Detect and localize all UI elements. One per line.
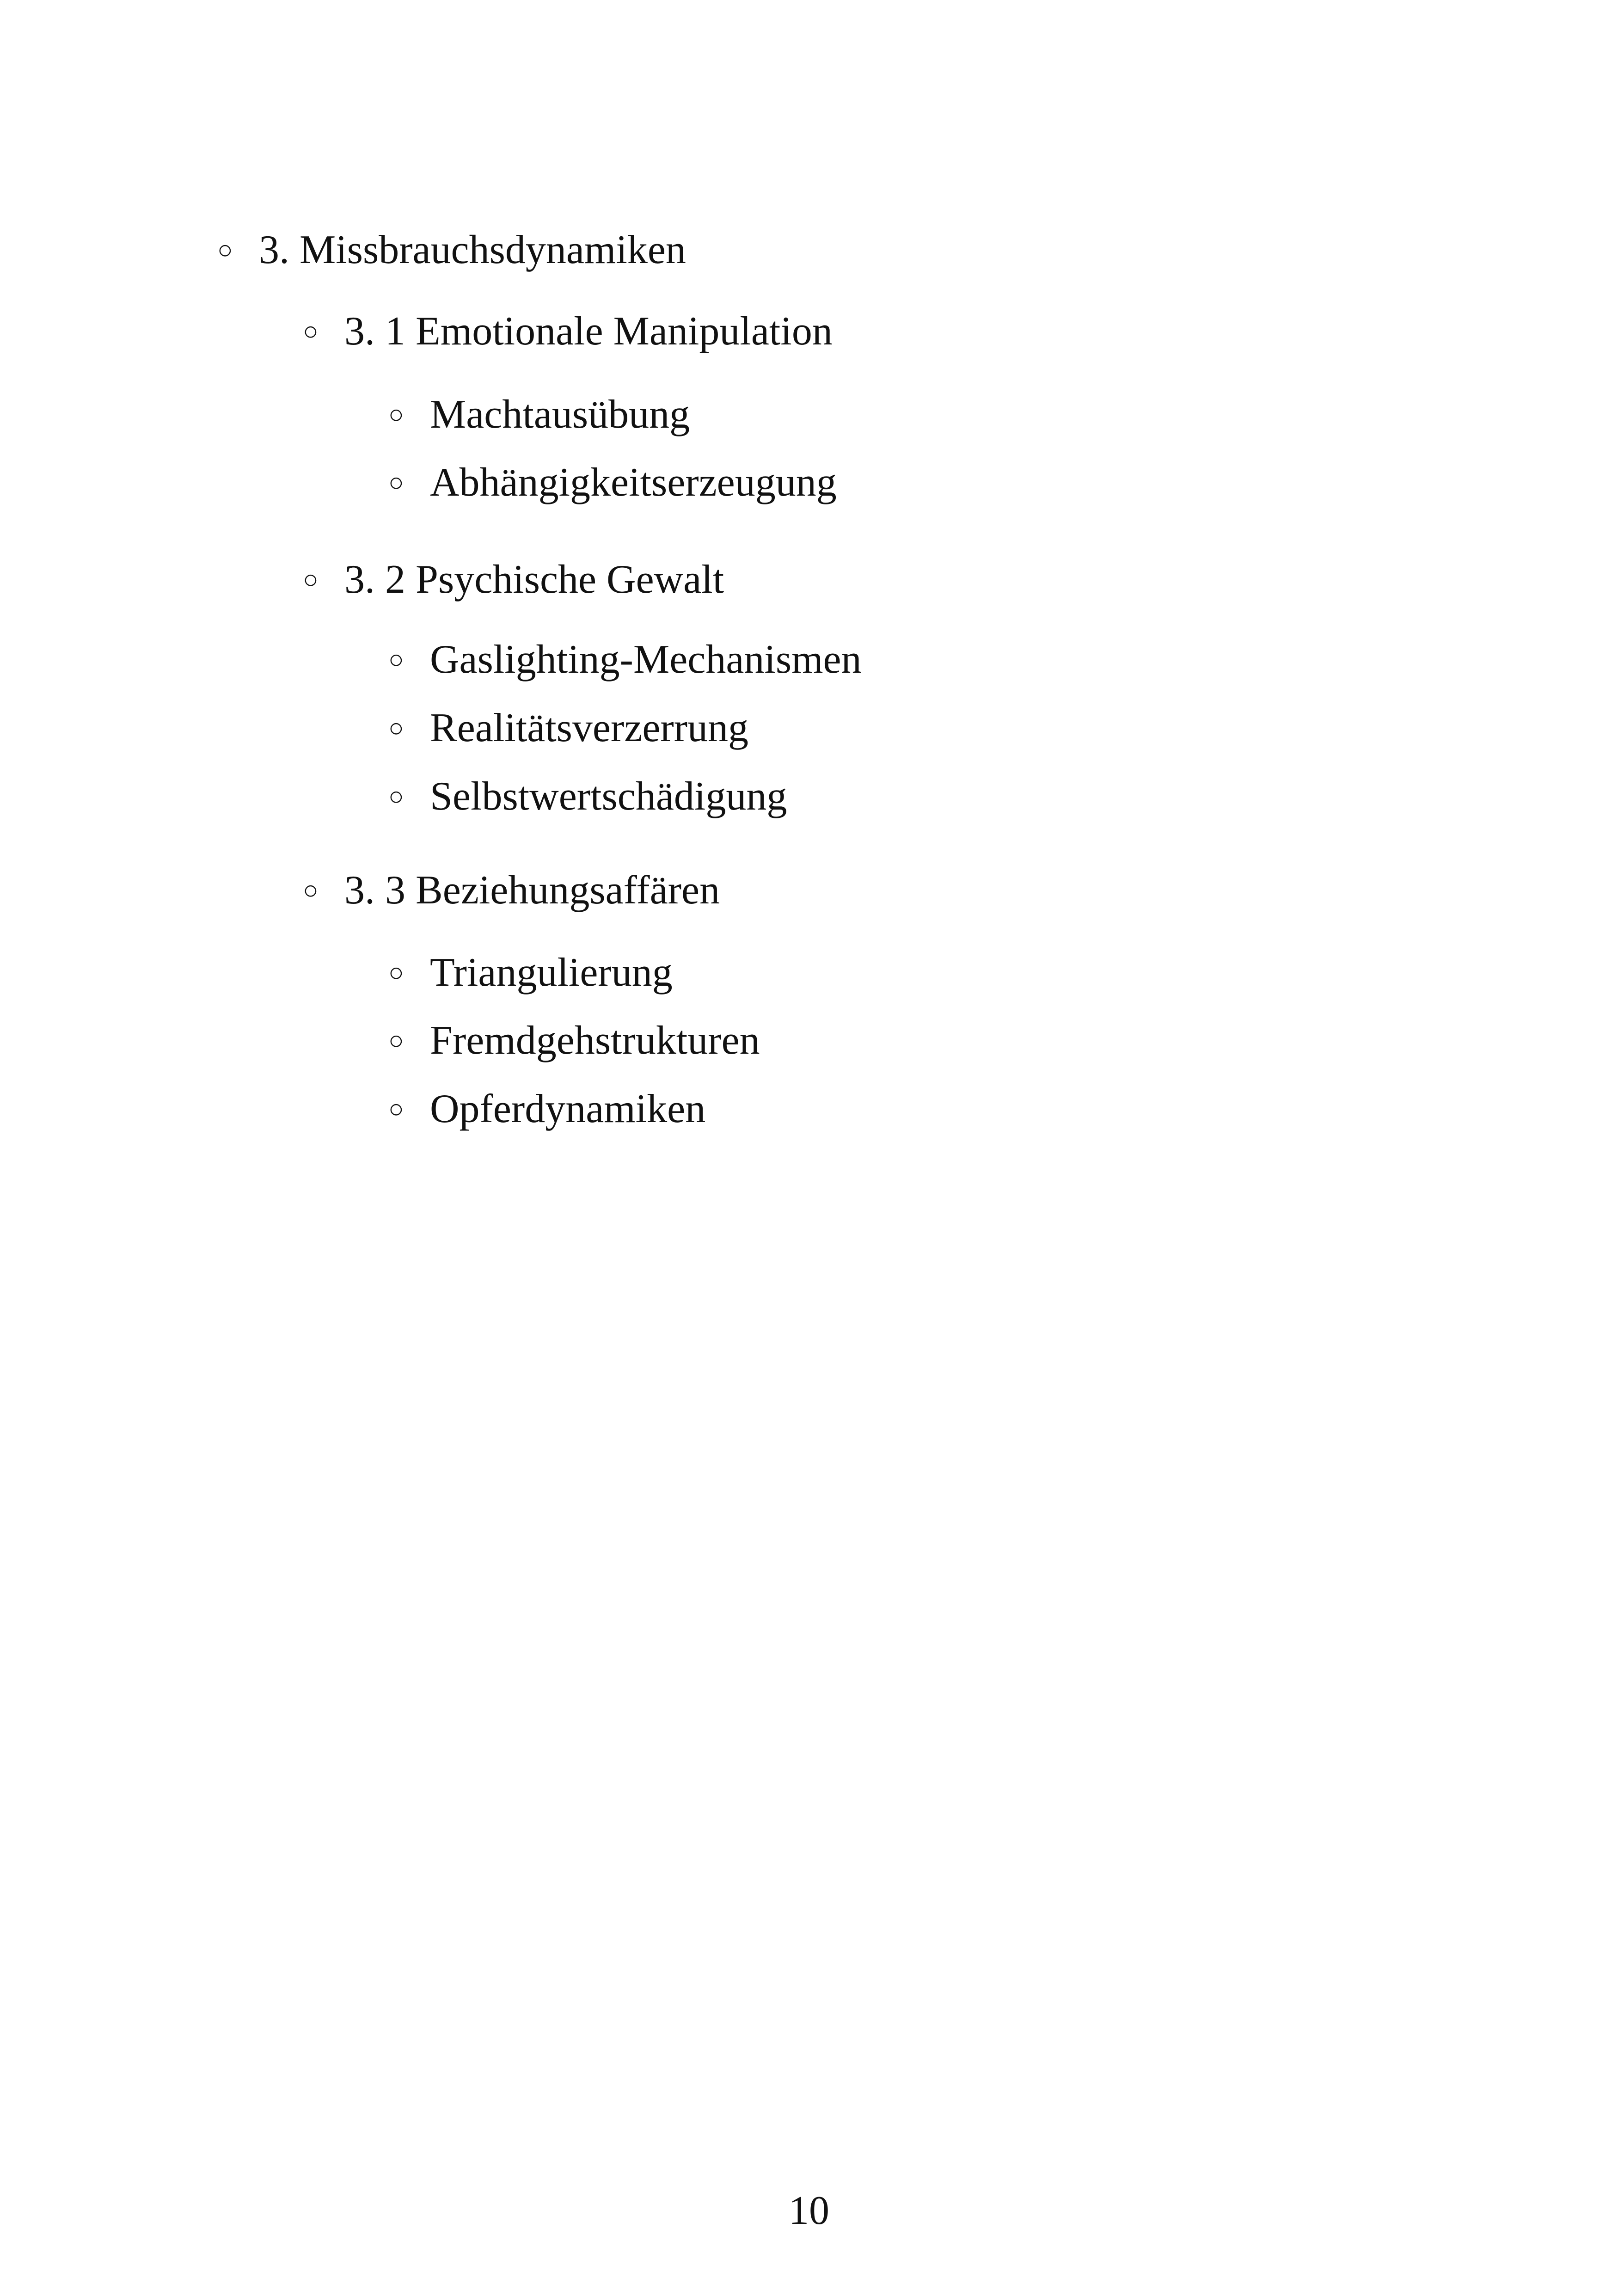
outline-section xyxy=(217,227,686,272)
item-label: Opferdynamiken xyxy=(430,1087,706,1131)
circle-bullet-icon: ○ xyxy=(303,565,319,594)
subsection-title: 3. 2 Psychische Gewalt xyxy=(344,557,724,602)
outline-item xyxy=(388,1020,760,1061)
section-title: 3. Missbrauchsdynamiken xyxy=(259,227,686,272)
item-label: Triangulierung xyxy=(430,950,673,995)
circle-bullet-icon: ○ xyxy=(388,1026,404,1055)
outline-item xyxy=(388,776,787,817)
item-label: Gaslighting-Mechanismen xyxy=(430,637,862,682)
circle-bullet-icon: ○ xyxy=(388,645,404,674)
outline-item xyxy=(388,1089,705,1130)
circle-bullet-icon: ○ xyxy=(388,714,404,743)
subsection-title: 3. 3 Beziehungsaffären xyxy=(344,868,720,913)
outline-subsection xyxy=(303,870,720,911)
circle-bullet-icon: ○ xyxy=(388,400,404,429)
circle-bullet-icon: ○ xyxy=(388,958,404,987)
circle-bullet-icon: ○ xyxy=(388,1095,404,1123)
circle-bullet-icon: ○ xyxy=(388,782,404,811)
item-label: Realitätsverzerrung xyxy=(430,706,749,750)
outline-item xyxy=(388,952,673,993)
page-number: 10 xyxy=(789,2188,829,2233)
circle-bullet-icon: ○ xyxy=(303,317,319,346)
outline-subsection xyxy=(303,559,724,600)
item-label: Abhängigkeitserzeugung xyxy=(430,460,837,505)
item-label: Fremdgehstrukturen xyxy=(430,1018,760,1063)
outline-subsection xyxy=(303,311,833,352)
outline-item xyxy=(388,639,862,680)
outline-item xyxy=(388,394,690,435)
circle-bullet-icon: ○ xyxy=(217,236,233,264)
circle-bullet-icon: ○ xyxy=(388,468,404,497)
outline-item xyxy=(388,462,837,503)
subsection-title: 3. 1 Emotionale Manipulation xyxy=(344,309,833,354)
circle-bullet-icon: ○ xyxy=(303,876,319,905)
outline-item xyxy=(388,708,748,749)
item-label: Machtausübung xyxy=(430,392,690,437)
item-label: Selbstwertschädigung xyxy=(430,774,787,819)
